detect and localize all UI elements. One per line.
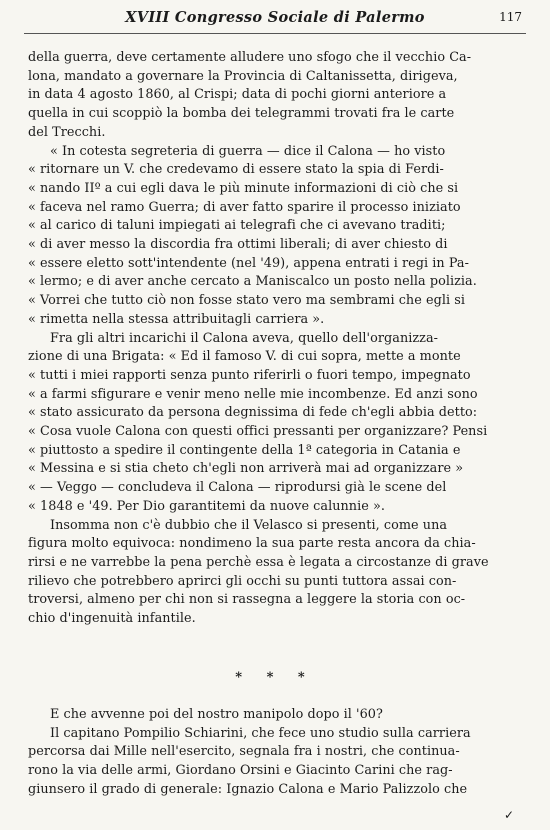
section-separator: * * * xyxy=(235,670,315,685)
text-line: « faceva nel ramo Guerra; di aver fatto sparire il processo iniziato xyxy=(28,199,461,215)
text-line: chio d'ingenuità infantile. xyxy=(28,611,196,627)
text-line: « lermo; e di aver anche cercato a Maniscalco un posto nella polizia. xyxy=(28,274,477,290)
text-line: « Messina e si stia cheto ch'egli non arriverà mai ad organizzare » xyxy=(28,461,464,477)
text-line: della guerra, deve certamente alludere uno sfogo che il vecchio Ca- xyxy=(28,50,472,65)
text-line: del Trecchi. xyxy=(28,124,106,140)
text-line: Insomma non c'è dubbio che il Velasco si presenti, come una xyxy=(50,517,448,533)
text-line: quella in cui scoppiò la bomba dei telegrammi trovati fra le carte xyxy=(28,106,455,122)
main-text xyxy=(28,49,522,629)
text-line: troversi, almeno per chi non si rassegna a leggere la storia con oc- xyxy=(28,592,466,608)
text-line: « Cosa vuole Calona con questi offici pressanti per organizzare? Pensi xyxy=(28,424,488,440)
paragraph xyxy=(28,143,522,330)
text-line: Il capitano Pompilio Schiarini, che fece uno studio sulla carriera xyxy=(50,725,471,741)
paragraph xyxy=(28,517,522,629)
text-line: rirsi e ne varrebbe la pena perchè essa è legata a circostanze di grave xyxy=(28,554,489,570)
text-line: « al carico di taluni impiegati ai telegrafi che ci avevano traditi; xyxy=(28,218,446,234)
text-line: lona, mandato a governare la Provincia di Caltanissetta, dirigeva, xyxy=(28,68,458,84)
paragraph xyxy=(28,706,522,725)
text-line: « nando IIº a cui egli dava le più minute informazioni di ciò che si xyxy=(28,180,459,196)
text-line: « ritornare un V. che credevamo di essere stato la spia di Ferdi- xyxy=(28,162,444,178)
text-line: « — Veggo — concludeva il Calona — riprodursi già le scene del xyxy=(28,480,447,496)
text-line: « rimetta nella stessa attribuitagli carriera ». xyxy=(28,311,325,327)
margin-checkmark-icon: ✓ xyxy=(503,808,514,822)
paragraph xyxy=(28,330,522,517)
text-line: figura molto equivoca: nondimeno la sua parte resta ancora da chia- xyxy=(28,536,476,552)
text-line: giunsero il grado di generale: Ignazio Calona e Mario Palizzolo che xyxy=(28,781,468,797)
text-line: in data 4 agosto 1860, al Crispi; data di pochi giorni anteriore a xyxy=(28,87,447,103)
page-number: 117 xyxy=(499,10,522,24)
running-head: XVIII Congresso Sociale di Palermo xyxy=(125,9,425,26)
text-line: Fra gli altri incarichi il Calona aveva, quello dell'organizza- xyxy=(50,330,439,346)
text-line: zione di una Brigata: « Ed il famoso V. di cui sopra, mette a monte xyxy=(28,349,461,365)
text-line: percorsa dai Mille nell'esercito, segnala fra i nostri, che continua- xyxy=(28,744,460,760)
text-line: E che avvenne poi del nostro manipolo dopo il '60? xyxy=(50,707,383,722)
text-line: rono la via delle armi, Giordano Orsini e Giacinto Carini che rag- xyxy=(28,763,453,779)
text-line: « di aver messo la discordia fra ottimi liberali; di aver chiesto di xyxy=(28,237,448,253)
text-line: rilievo che potrebbero aprirci gli occhi su punti tuttora assai con- xyxy=(28,573,457,589)
section-two-text xyxy=(28,706,522,800)
text-line: « tutti i miei rapporti senza punto riferirli o fuori tempo, impegnato xyxy=(28,367,471,383)
header-rule xyxy=(24,33,526,34)
text-line: « essere eletto sott'intendente (nel '49), appena entrati i regi in Pa- xyxy=(28,255,469,271)
text-line: « In cotesta segreteria di guerra — dice il Calona — ho visto xyxy=(50,143,446,159)
text-line: « 1848 e '49. Per Dio garantitemi da nuove calunnie ». xyxy=(28,498,385,514)
text-line: « stato assicurato da persona degnissima di fede ch'egli abbia detto: xyxy=(28,405,478,421)
paragraph xyxy=(28,725,522,800)
text-line: « a farmi sfigurare e venir meno nelle mie incombenze. Ed anzi sono xyxy=(28,386,478,402)
text-line: « Vorrei che tutto ciò non fosse stato vero ma sembrami che egli si xyxy=(28,293,465,309)
page-header xyxy=(0,6,550,28)
paragraph xyxy=(28,49,522,143)
text-line: « piuttosto a spedire il contingente della 1ª categoria in Catania e xyxy=(28,442,461,458)
